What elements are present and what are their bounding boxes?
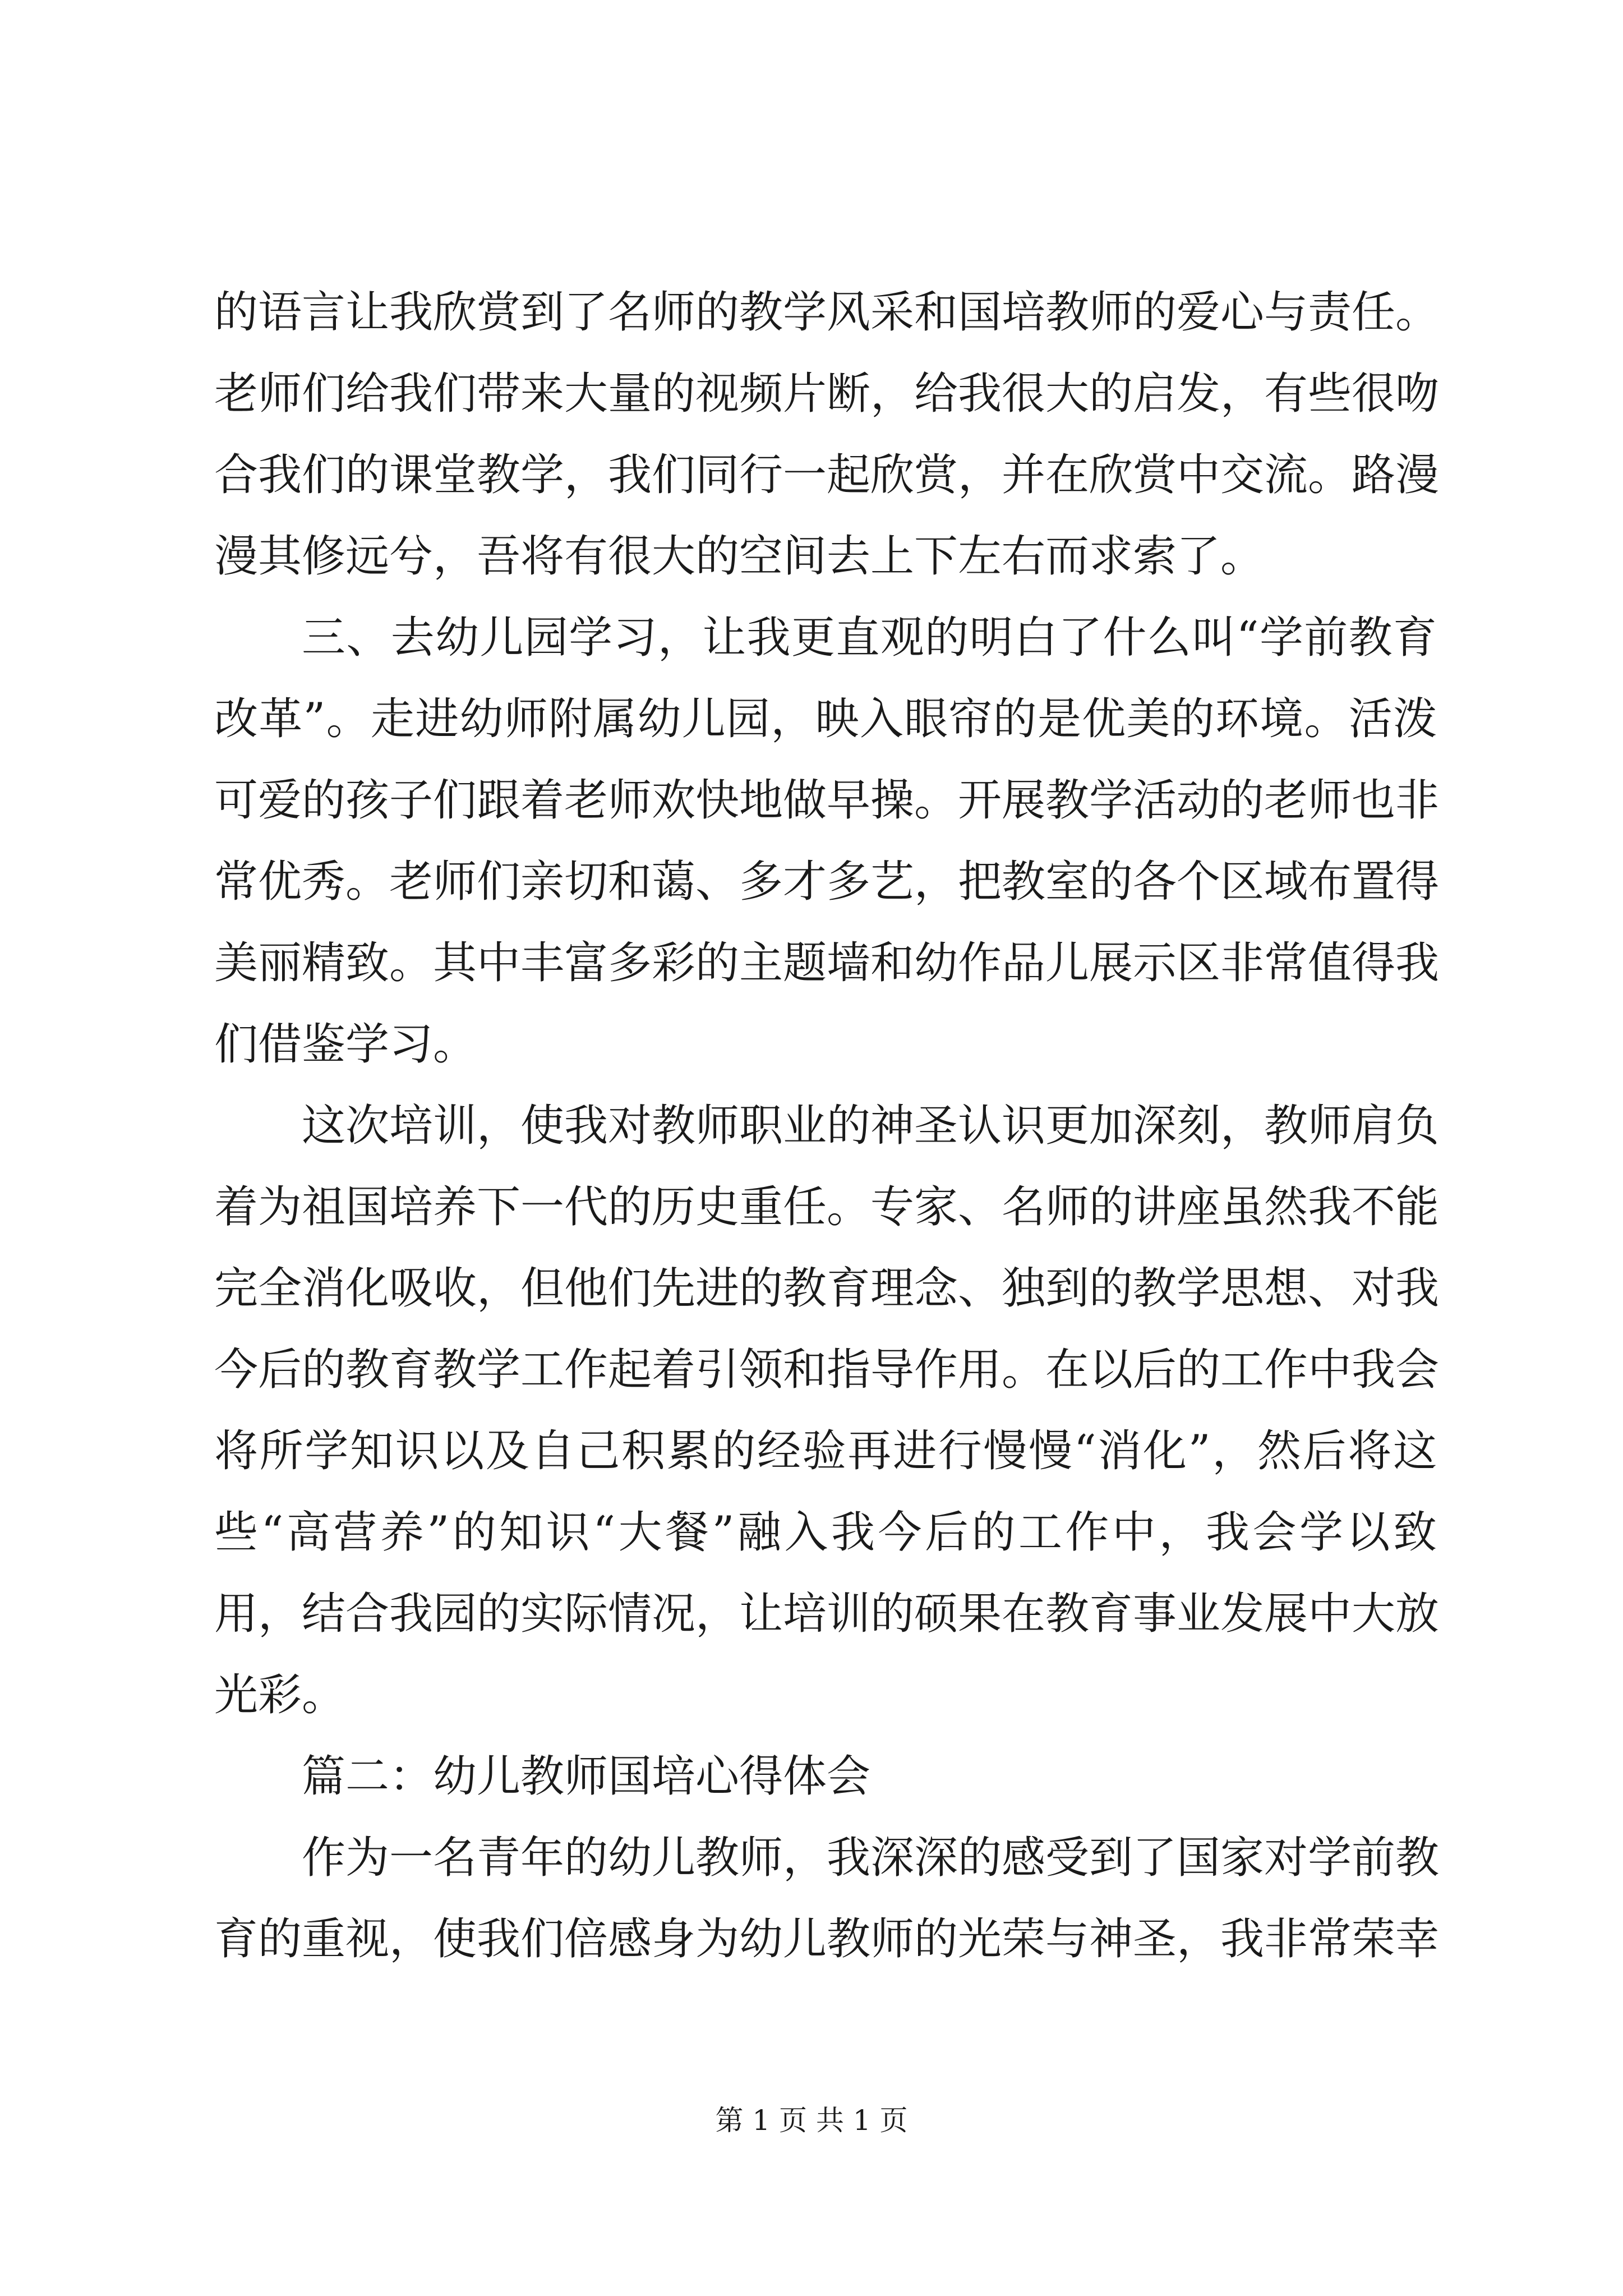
text-line-12: 着为祖国培养下一代的历史重任。专家、名师的讲座虽然我不能 bbox=[214, 1182, 1440, 1232]
text-line-8: 常优秀。老师们亲切和蔼、多才多艺，把教室的各个区域布置得 bbox=[214, 857, 1440, 907]
text-line-15: 将所学知识以及自己积累的经验再进行慢慢“消化”，然后将这 bbox=[214, 1426, 1437, 1476]
text-line-20: 作为一名青年的幼儿教师，我深深的感受到了国家对学前教 bbox=[302, 1833, 1440, 1883]
section-heading: 篇二：幼儿教师国培心得体会 bbox=[302, 1751, 871, 1802]
text-line-2: 老师们给我们带来大量的视频片断，给我很大的启发，有些很吻 bbox=[214, 369, 1440, 419]
text-line-18: 光彩。 bbox=[214, 1670, 346, 1720]
text-line-3: 合我们的课堂教学，我们同行一起欣赏，并在欣赏中交流。路漫 bbox=[214, 450, 1440, 500]
text-line-11: 这次培训，使我对教师职业的神圣认识更加深刻，教师肩负 bbox=[302, 1101, 1440, 1151]
page-footer: 第 1 页 共 1 页 bbox=[715, 2104, 908, 2137]
body-text bbox=[214, 272, 1440, 1980]
text-line-1: 的语言让我欣赏到了名师的教学风采和国培教师的爱心与责任。 bbox=[214, 287, 1440, 338]
text-line-16: 些“高营养”的知识“大餐”融入我今后的工作中，我会学以致 bbox=[214, 1507, 1437, 1558]
text-line-21: 育的重视，使我们倍感身为幼儿教师的光荣与神圣，我非常荣幸 bbox=[214, 1914, 1440, 1964]
text-line-17: 用，结合我园的实际情况，让培训的硕果在教育事业发展中大放 bbox=[214, 1589, 1440, 1639]
text-line-13: 完全消化吸收，但他们先进的教育理念、独到的教学思想、对我 bbox=[214, 1263, 1440, 1314]
text-line-10: 们借鉴学习。 bbox=[214, 1019, 477, 1070]
text-line-9: 美丽精致。其中丰富多彩的主题墙和幼作品儿展示区非常值得我 bbox=[214, 938, 1440, 988]
text-line-7: 可爱的孩子们跟着老师欢快地做早操。开展教学活动的老师也非 bbox=[214, 775, 1440, 826]
text-line-14: 今后的教育教学工作起着引领和指导作用。在以后的工作中我会 bbox=[214, 1345, 1440, 1395]
text-line-4: 漫其修远兮，吾将有很大的空间去上下左右而求索了。 bbox=[214, 531, 1265, 582]
text-line-6: 改革”。走进幼师附属幼儿园，映入眼帘的是优美的环境。活泼 bbox=[214, 694, 1437, 744]
text-line-5: 三、去幼儿园学习，让我更直观的明白了什么叫“学前教育 bbox=[302, 613, 1437, 663]
